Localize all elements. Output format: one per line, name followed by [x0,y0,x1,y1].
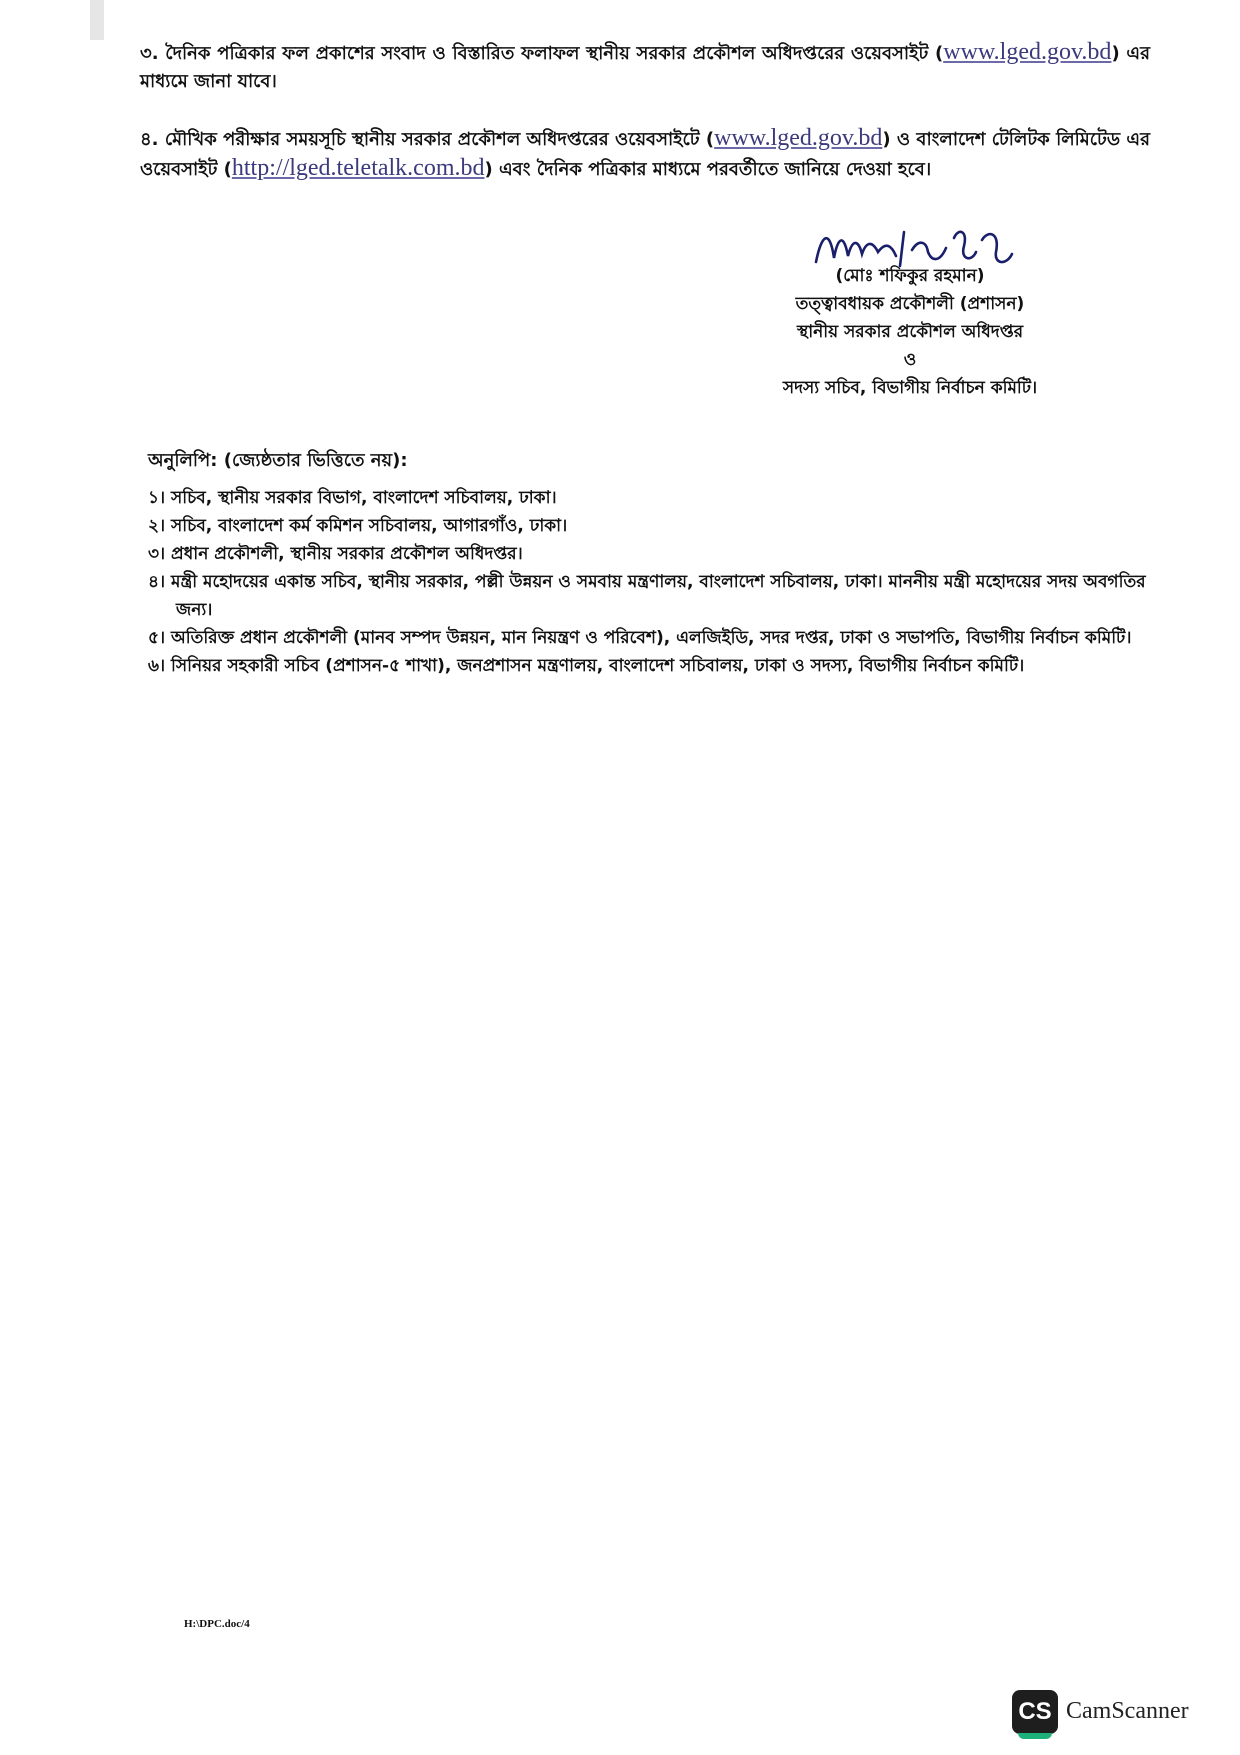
signatory-office: স্থানীয় সরকার প্রকৌশল অধিদপ্তর [796,322,1024,342]
paragraph-4-mid: ) ও বাংলাদেশ টেলিটক লিমিটেড এর ওয়েবসাইট ( [140,129,1150,180]
copies-heading: অনুলিপি: (জ্যেষ্ঠতার ভিত্তিতে নয়): [148,450,408,471]
copy-item-5: ৫। অতিরিক্ত প্রধান প্রকৌশলী (মানব সম্পদ উন্নয়ন, মান নিয়ন্ত্রণ ও পরিবেশ), এলজিইডি, সদর দপ্তর, ঢাকা ও সভাপতি, বিভাগীয় নির্বাচন কমিটি। [148,628,1132,648]
paragraph-4 [140,124,1150,184]
signatory-name: (মোঃ শফিকুর রহমান) [835,266,985,286]
copy-item-6: ৬। সিনিয়র সহকারী সচিব (প্রশাসন-৫ শাখা), জনপ্রশাসন মন্ত্রণালয়, বাংলাদেশ সচিবালয়, ঢাকা ও সদস্য, বিভাগীয় নির্বাচন কমিটি। [148,656,1025,676]
scan-edge-shadow [90,0,104,40]
paragraph-3-tail: ) এর মাধ্যমে জানা যাবে। [140,43,1151,92]
copy-item-3: ৩। প্রধান প্রকৌশলী, স্থানীয় সরকার প্রকৌশল অধিদপ্তর। [148,544,523,564]
signatory-designation: তত্ত্বাবধায়ক প্রকৌশলী (প্রশাসন) [795,294,1025,314]
lged-website-link[interactable]: www.lged.gov.bd [943,39,1112,65]
lged-website-link-2[interactable]: www.lged.gov.bd [714,125,883,151]
signatory-conjunction: ও [903,350,917,370]
paragraph-4-lead: ৪. মৌখিক পরীক্ষার সময়সূচি স্থানীয় সরকার প্রকৌশল অধিদপ্তরের ওয়েবসাইটে ( [140,129,715,150]
camscanner-badge-text: CS [1018,1698,1052,1725]
file-reference-code: H:\DPC.doc/4 [184,1618,250,1630]
paragraph-4-tail: ) এবং দৈনিক পত্রিকার মাধ্যমে পরবর্তীতে জানিয়ে দেওয়া হবে। [484,159,932,180]
camscanner-logo-icon [1012,1690,1058,1734]
paragraph-3-lead: ৩. দৈনিক পত্রিকার ফল প্রকাশের সংবাদ ও বিস্তারিত ফলাফল স্থানীয় সরকার প্রকৌশল অধিদপ্তরের ওয়েবসাইট ( [140,43,944,64]
camscanner-watermark: CamScanner [1066,1698,1189,1724]
copy-item-4: ৪। মন্ত্রী মহোদয়ের একান্ত সচিব, স্থানীয় সরকার, পল্লী উন্নয়ন ও সমবায় মন্ত্রণালয়, বাংলাদেশ সচিবালয়, ঢাকা। মাননীয় মন্ত্রী মহোদয়ের সদয় অবগতির জন্য। [148,572,1146,620]
copies-list [148,484,1148,680]
copy-item-1: ১। সচিব, স্থানীয় সরকার বিভাগ, বাংলাদেশ সচিবালয়, ঢাকা। [148,488,557,508]
signature-block [720,222,1100,402]
paragraph-3 [140,38,1150,96]
copy-item-2: ২। সচিব, বাংলাদেশ কর্ম কমিশন সচিবালয়, আগারগাঁও, ঢাকা। [148,516,568,536]
signatory-role: সদস্য সচিব, বিভাগীয় নির্বাচন কমিটি। [782,378,1038,398]
teletalk-website-link[interactable]: http://lged.teletalk.com.bd [231,155,485,181]
